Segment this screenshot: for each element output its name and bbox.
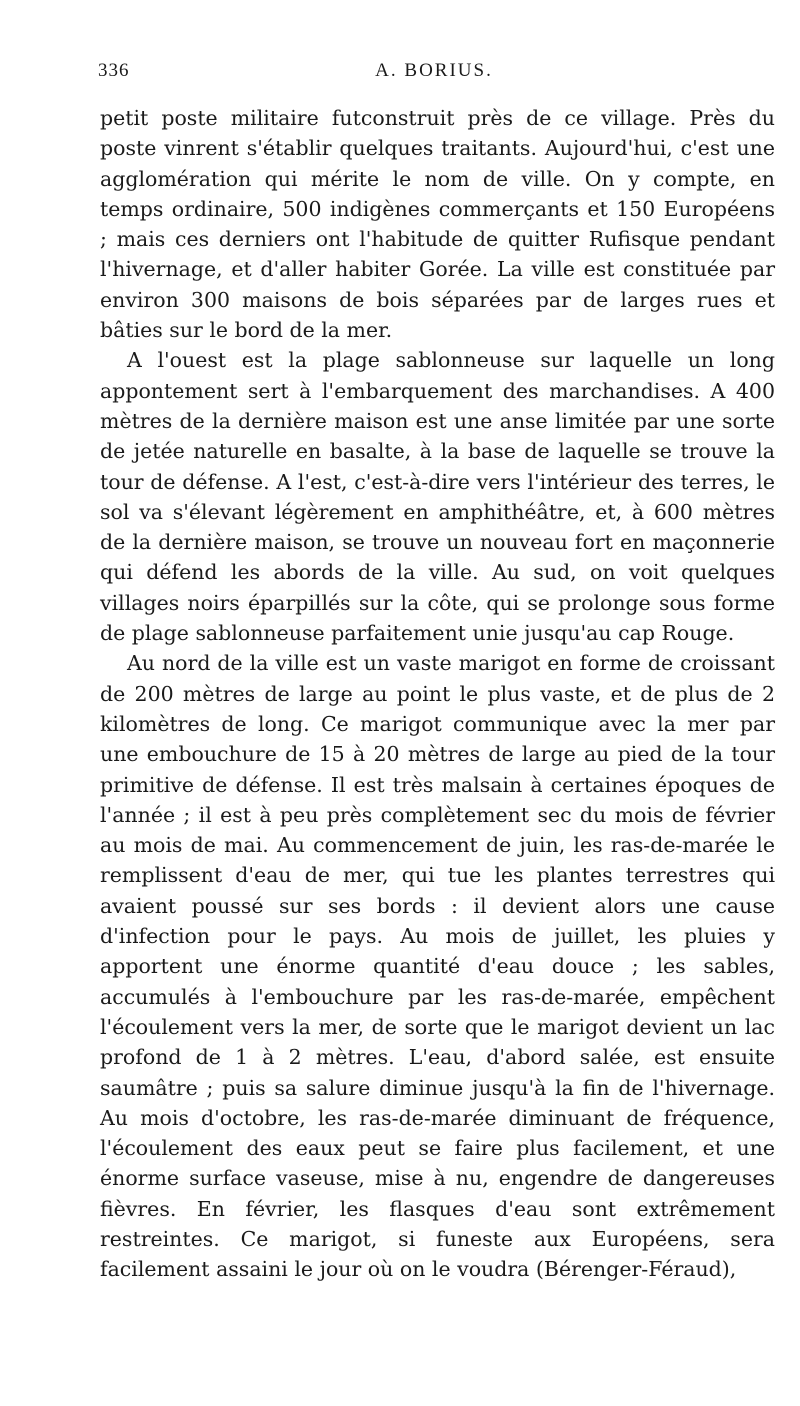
running-head [98, 60, 770, 86]
page-number: 336 [98, 60, 130, 81]
body-text [100, 103, 775, 1285]
paragraph-west-shore: A l'ouest est la plage sablonneuse sur laquelle un long appontement sert à l'embarquement des marchandises. A 400 mètres de la dernière maison est une anse limitée par une sorte de jetée naturelle en basalte, à la base de laquelle se trouve la tour de défense. A l'est, c'est-à-dire vers l'intérieur des terres, le sol va s'élevant légèrement en amphithéâtre, et, à 600 mètres de la dernière maison, se trouve un nouveau fort en maçonnerie qui défend les abords de la ville. Au sud, on voit quelques villages noirs éparpillés sur la côte, qui se prolonge sous forme de plage sablonneuse parfaitement unie jusqu'au cap Rouge. [100, 348, 775, 646]
running-title: A. BORIUS. [375, 60, 493, 81]
paragraph-continued: petit poste militaire futconstruit près de ce village. Près du poste vinrent s'établir quelques traitants. Aujourd'hui, c'est une agglomération qui mérite le nom de ville. On y compte, en temps ordinaire, 500 indigènes commerçants et 150 Européens ; mais ces derniers ont l'habitude de quitter Rufisque pendant l'hivernage, et d'aller habiter Gorée. La ville est constituée par environ 300 maisons de bois séparées par de larges rues et bâties sur le bord de la mer. [100, 106, 775, 343]
paragraph-marigot: Au nord de la ville est un vaste marigot en forme de croissant de 200 mètres de large au point le plus vaste, et de plus de 2 kilomètres de long. Ce marigot communique avec la mer par une embouchure de 15 à 20 mètres de large au pied de la tour primitive de défense. Il est très malsain à certaines époques de l'année ; il est à peu près complètement sec du mois de février au mois de mai. Au commencement de juin, les ras-de-marée le remplissent d'eau de mer, qui tue les plantes terrestres qui avaient poussé sur ses bords : il devient alors une cause d'infection pour le pays. Au mois de juillet, les pluies y apportent une énorme quantité d'eau douce ; les sables, accumulés à l'embouchure par les ras-de-marée, empêchent l'écoulement vers la mer, de sorte que le marigot devient un lac profond de 1 à 2 mètres. L'eau, d'abord salée, est ensuite saumâtre ; puis sa salure diminue jusqu'à la fin de l'hivernage. Au mois d'octobre, les ras-de-marée diminuant de fréquence, l'écoulement des eaux peut se faire plus facilement, et une énorme surface vaseuse, mise à nu, engendre de dangereuses fièvres. En février, les flasques d'eau sont extrêmement restreintes. Ce marigot, si funeste aux Européens, sera facilement assaini le jour où on le voudra (Bérenger-Féraud), [100, 651, 775, 1282]
